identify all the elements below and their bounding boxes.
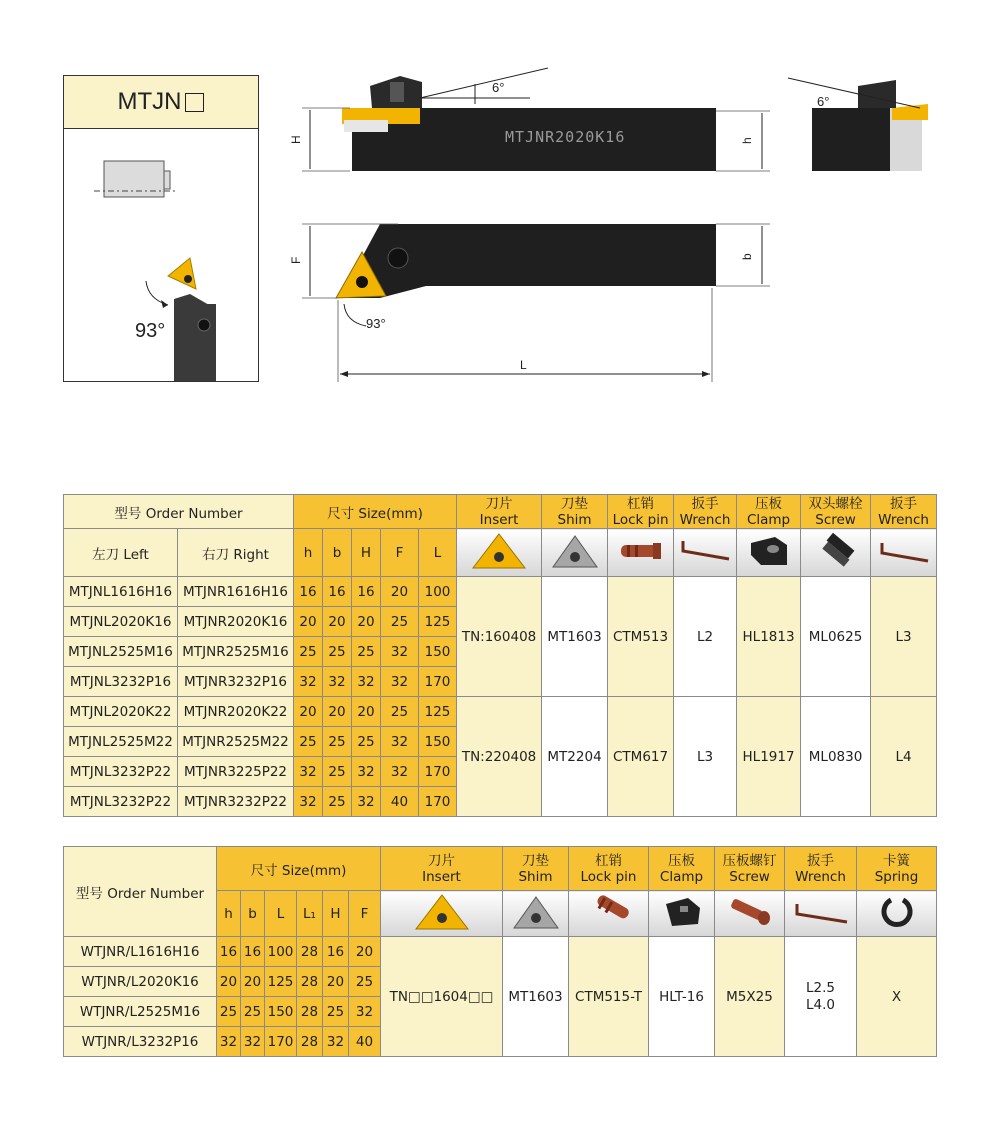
t1-H: 20 bbox=[352, 607, 381, 637]
t1-L: 125 bbox=[419, 697, 457, 727]
t1-L: 170 bbox=[419, 787, 457, 817]
t1-right-order: MTJNR3225P22 bbox=[178, 757, 294, 787]
series-title bbox=[64, 76, 258, 129]
t2-col-H: H bbox=[323, 891, 349, 937]
t1-F: 20 bbox=[381, 577, 419, 607]
t2-h: 16 bbox=[217, 937, 241, 967]
t1-insert-header: 刀片 Insert bbox=[457, 495, 542, 529]
t2-wrench: L2.5 L4.0 bbox=[785, 937, 857, 1057]
t1-left-order: MTJNL2525M16 bbox=[64, 637, 178, 667]
t1-left-order: MTJNL3232P22 bbox=[64, 757, 178, 787]
t2-L1: 28 bbox=[297, 1027, 323, 1057]
t1-group1-screw: ML0625 bbox=[801, 577, 871, 697]
t1-F: 32 bbox=[381, 757, 419, 787]
t2-L1: 28 bbox=[297, 997, 323, 1027]
t2-L: 100 bbox=[265, 937, 297, 967]
t1-group1-wrench2: L3 bbox=[871, 577, 937, 697]
t1-right-order: MTJNR3232P16 bbox=[178, 667, 294, 697]
t1-L: 170 bbox=[419, 757, 457, 787]
t2-H: 16 bbox=[323, 937, 349, 967]
t2-h: 25 bbox=[217, 997, 241, 1027]
holder-plan-shape bbox=[400, 224, 716, 286]
t1-left-order: MTJNL3232P16 bbox=[64, 667, 178, 697]
t1-L: 170 bbox=[419, 667, 457, 697]
lock-pin-icon bbox=[608, 529, 674, 577]
t1-H: 25 bbox=[352, 727, 381, 757]
t1-h: 20 bbox=[294, 607, 323, 637]
t2-insert: TN□□1604□□ bbox=[381, 937, 503, 1057]
t1-F: 32 bbox=[381, 637, 419, 667]
shim-side-shape bbox=[344, 120, 388, 132]
triangle-shim-icon bbox=[542, 529, 608, 577]
dim-h-label: h bbox=[740, 137, 754, 144]
t2-h: 20 bbox=[217, 967, 241, 997]
double-screw-icon bbox=[801, 529, 871, 577]
clamp-icon bbox=[649, 891, 715, 937]
t1-order-number-header: 型号 Order Number bbox=[64, 495, 294, 529]
t1-h: 20 bbox=[294, 697, 323, 727]
t2-b: 32 bbox=[241, 1027, 265, 1057]
dim-H-label: H bbox=[289, 135, 303, 144]
t2-order: WTJNR/L1616H16 bbox=[64, 937, 217, 967]
tool-drawing bbox=[280, 60, 960, 390]
t1-F: 32 bbox=[381, 667, 419, 697]
t2-F: 40 bbox=[349, 1027, 381, 1057]
t1-group1-insert: TN:160408 bbox=[457, 577, 542, 697]
t1-H: 16 bbox=[352, 577, 381, 607]
t2-shim-header: 刀垫 Shim bbox=[503, 847, 569, 891]
t1-H: 32 bbox=[352, 787, 381, 817]
t2-insert-header: 刀片 Insert bbox=[381, 847, 503, 891]
angle-arrow bbox=[161, 300, 168, 308]
t1-col-H: H bbox=[352, 529, 381, 577]
end-angle-label: 6° bbox=[817, 94, 830, 109]
t2-lockpin-header: 杠销 Lock pin bbox=[569, 847, 649, 891]
t2-L: 125 bbox=[265, 967, 297, 997]
plan-angle-arc bbox=[344, 304, 366, 326]
t2-F: 32 bbox=[349, 997, 381, 1027]
t1-h: 25 bbox=[294, 727, 323, 757]
t1-group1-lockpin: CTM513 bbox=[608, 577, 674, 697]
t1-right-order: MTJNR2525M16 bbox=[178, 637, 294, 667]
series-suffix-box bbox=[185, 93, 204, 112]
t1-group1-clamp: HL1813 bbox=[737, 577, 801, 697]
t1-col-h: h bbox=[294, 529, 323, 577]
t1-b: 32 bbox=[323, 667, 352, 697]
hex-wrench-icon bbox=[674, 529, 737, 577]
t2-L1: 28 bbox=[297, 937, 323, 967]
t1-group2-screw: ML0830 bbox=[801, 697, 871, 817]
t1-L: 125 bbox=[419, 607, 457, 637]
insert-plan-hole bbox=[356, 276, 368, 288]
triangle-insert-icon bbox=[381, 891, 503, 937]
t1-H: 32 bbox=[352, 757, 381, 787]
t1-F: 25 bbox=[381, 697, 419, 727]
lock-pin-icon bbox=[569, 891, 649, 937]
t1-group1-wrench: L2 bbox=[674, 577, 737, 697]
approach-angle-label: 93° bbox=[135, 320, 166, 342]
t1-group2-clamp: HL1917 bbox=[737, 697, 801, 817]
t1-col-L: L bbox=[419, 529, 457, 577]
t1-left-order: MTJNL2020K16 bbox=[64, 607, 178, 637]
t2-H: 25 bbox=[323, 997, 349, 1027]
t1-right-order: MTJNR2020K16 bbox=[178, 607, 294, 637]
t2-order-number-header: 型号 Order Number bbox=[64, 847, 217, 937]
series-code: MTJN bbox=[117, 88, 182, 115]
t1-group2-wrench2: L4 bbox=[871, 697, 937, 817]
t2-F: 25 bbox=[349, 967, 381, 997]
t2-col-b: b bbox=[241, 891, 265, 937]
t2-H: 32 bbox=[323, 1027, 349, 1057]
wtjn-spec-table bbox=[63, 846, 937, 1057]
t1-left-header: 左刀 Left bbox=[64, 529, 178, 577]
holder-head-shape bbox=[174, 294, 216, 344]
t1-b: 20 bbox=[323, 607, 352, 637]
top-angle-label: 6° bbox=[492, 80, 505, 95]
plan-angle-label: 93° bbox=[366, 316, 386, 331]
insert-hole bbox=[184, 275, 192, 283]
t1-lockpin-header: 杠销 Lock pin bbox=[608, 495, 674, 529]
clamp-end-shape bbox=[858, 80, 896, 108]
hex-wrench-icon bbox=[871, 529, 937, 577]
t1-right-order: MTJNR3232P22 bbox=[178, 787, 294, 817]
t1-h: 16 bbox=[294, 577, 323, 607]
t1-group2-wrench: L3 bbox=[674, 697, 737, 817]
t1-b: 25 bbox=[323, 727, 352, 757]
t2-b: 16 bbox=[241, 937, 265, 967]
t1-wrench2-header: 扳手 Wrench bbox=[871, 495, 937, 529]
t2-b: 20 bbox=[241, 967, 265, 997]
t1-H: 20 bbox=[352, 697, 381, 727]
t1-clamp-header: 压板 Clamp bbox=[737, 495, 801, 529]
t1-h: 32 bbox=[294, 787, 323, 817]
t1-F: 32 bbox=[381, 727, 419, 757]
clamp-screw-shape bbox=[198, 319, 210, 331]
dim-F-label: F bbox=[289, 256, 303, 264]
t2-F: 20 bbox=[349, 937, 381, 967]
t1-size-header: 尺寸 Size(mm) bbox=[294, 495, 457, 529]
mtjn-spec-table bbox=[63, 494, 937, 817]
t2-h: 32 bbox=[217, 1027, 241, 1057]
t1-left-order: MTJNL2020K22 bbox=[64, 697, 178, 727]
approach-angle-diagram bbox=[64, 129, 258, 381]
series-card bbox=[63, 75, 259, 382]
t2-col-L1: L₁ bbox=[297, 891, 323, 937]
t1-left-order: MTJNL3232P22 bbox=[64, 787, 178, 817]
t1-L: 100 bbox=[419, 577, 457, 607]
t2-clamp: HLT-16 bbox=[649, 937, 715, 1057]
t2-spring: X bbox=[857, 937, 937, 1057]
t1-h: 32 bbox=[294, 667, 323, 697]
t2-L: 170 bbox=[265, 1027, 297, 1057]
t2-size-header: 尺寸 Size(mm) bbox=[217, 847, 381, 891]
t1-left-order: MTJNL1616H16 bbox=[64, 577, 178, 607]
t2-screw: M5X25 bbox=[715, 937, 785, 1057]
t2-col-F: F bbox=[349, 891, 381, 937]
clamp-screw-icon bbox=[715, 891, 785, 937]
table-row bbox=[64, 577, 937, 607]
t1-b: 25 bbox=[323, 637, 352, 667]
t1-group1-shim: MT1603 bbox=[542, 577, 608, 697]
t2-L: 150 bbox=[265, 997, 297, 1027]
t1-group2-lockpin: CTM617 bbox=[608, 697, 674, 817]
t1-right-order: MTJNR2525M22 bbox=[178, 727, 294, 757]
t1-right-header: 右刀 Right bbox=[178, 529, 294, 577]
t1-group2-shim: MT2204 bbox=[542, 697, 608, 817]
clamp-screw-plan bbox=[388, 248, 408, 268]
t2-b: 25 bbox=[241, 997, 265, 1027]
holder-marking: MTJNR2020K16 bbox=[505, 128, 626, 146]
end-angle-line bbox=[788, 78, 920, 108]
t1-wrench-header: 扳手 Wrench bbox=[674, 495, 737, 529]
clamp-icon bbox=[737, 529, 801, 577]
t1-right-order: MTJNR2020K22 bbox=[178, 697, 294, 727]
t1-h: 32 bbox=[294, 757, 323, 787]
insert-end-shape bbox=[892, 104, 928, 120]
t1-L: 150 bbox=[419, 727, 457, 757]
t1-F: 40 bbox=[381, 787, 419, 817]
triangle-insert-icon bbox=[457, 529, 542, 577]
t1-right-order: MTJNR1616H16 bbox=[178, 577, 294, 607]
t2-screw-header: 压板螺钉 Screw bbox=[715, 847, 785, 891]
t2-H: 20 bbox=[323, 967, 349, 997]
t1-screw-header: 双头螺栓 Screw bbox=[801, 495, 871, 529]
t2-order: WTJNR/L2525M16 bbox=[64, 997, 217, 1027]
triangle-shim-icon bbox=[503, 891, 569, 937]
t1-col-F: F bbox=[381, 529, 419, 577]
angle-arc bbox=[146, 281, 168, 305]
t1-col-b: b bbox=[323, 529, 352, 577]
workpiece-shape bbox=[104, 161, 164, 197]
clamp-screw-side-shape bbox=[390, 82, 404, 102]
t2-clamp-header: 压板 Clamp bbox=[649, 847, 715, 891]
t1-b: 25 bbox=[323, 757, 352, 787]
t2-col-L: L bbox=[265, 891, 297, 937]
workpiece-shoulder bbox=[164, 171, 170, 189]
t1-b: 20 bbox=[323, 697, 352, 727]
t1-L: 150 bbox=[419, 637, 457, 667]
insert-shape bbox=[168, 258, 196, 289]
circlip-icon bbox=[857, 891, 937, 937]
table-row bbox=[64, 937, 937, 967]
t1-H: 32 bbox=[352, 667, 381, 697]
L-arrow-left bbox=[340, 371, 348, 377]
t2-order: WTJNR/L2020K16 bbox=[64, 967, 217, 997]
t1-b: 16 bbox=[323, 577, 352, 607]
dim-b-label: b bbox=[740, 253, 754, 260]
dim-L-label: L bbox=[520, 358, 527, 372]
t2-shim: MT1603 bbox=[503, 937, 569, 1057]
t2-wrench-header: 扳手 Wrench bbox=[785, 847, 857, 891]
t2-col-h: h bbox=[217, 891, 241, 937]
holder-end-shape bbox=[812, 108, 890, 171]
t1-b: 25 bbox=[323, 787, 352, 817]
table-row bbox=[64, 697, 937, 727]
t1-shim-header: 刀垫 Shim bbox=[542, 495, 608, 529]
t2-order: WTJNR/L3232P16 bbox=[64, 1027, 217, 1057]
hex-wrench-icon bbox=[785, 891, 857, 937]
t2-lockpin: CTM515-T bbox=[569, 937, 649, 1057]
rake-angle-line bbox=[420, 68, 548, 98]
L-arrow-right bbox=[702, 371, 710, 377]
t2-L1: 28 bbox=[297, 967, 323, 997]
t1-H: 25 bbox=[352, 637, 381, 667]
t2-spring-header: 卡簧 Spring bbox=[857, 847, 937, 891]
t1-group2-insert: TN:220408 bbox=[457, 697, 542, 817]
t1-left-order: MTJNL2525M22 bbox=[64, 727, 178, 757]
t1-h: 25 bbox=[294, 637, 323, 667]
t1-F: 25 bbox=[381, 607, 419, 637]
